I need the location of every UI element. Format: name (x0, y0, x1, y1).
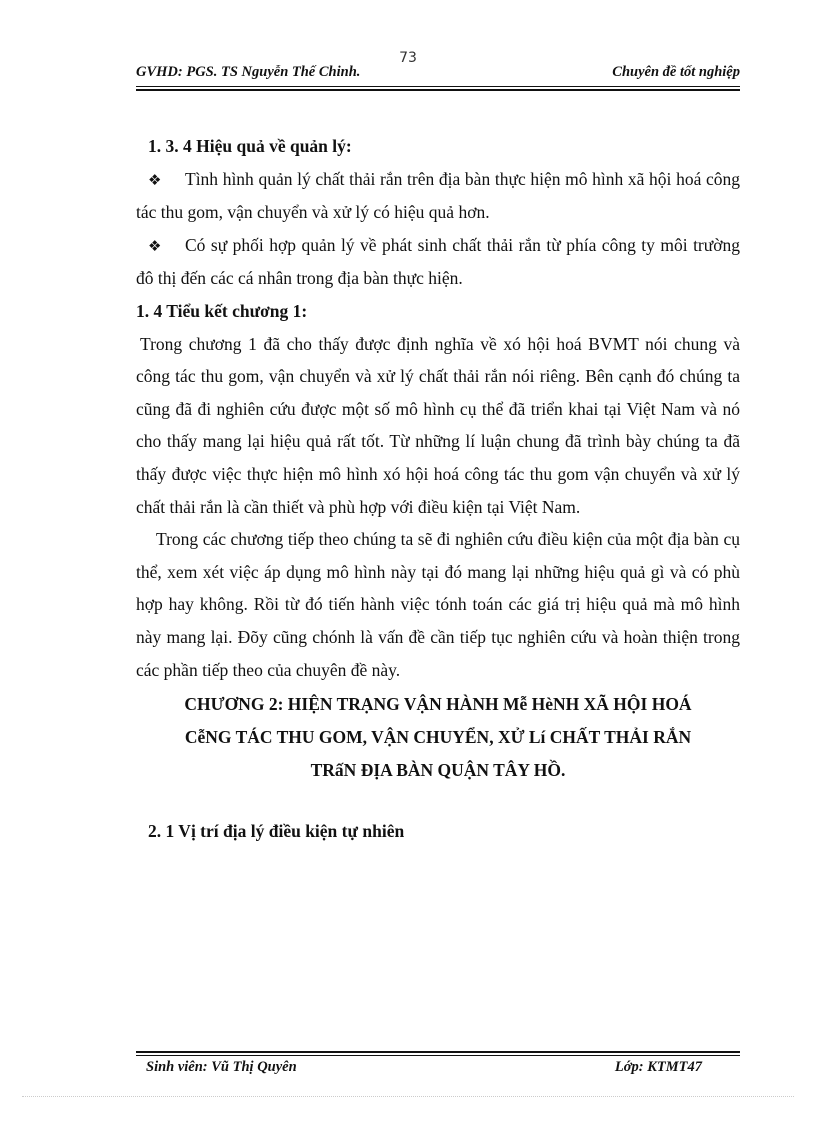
page-footer (146, 1059, 702, 1076)
bullet-text: Có sự phối hợp quản lý về phát sinh chất thải rắn từ phía công ty môi trường đô thị đến các cá nhân trong địa bàn thực hiện. (136, 234, 740, 289)
bullet-text: Tình hình quản lý chất thải rắn trên địa bàn thực hiện mô hình xã hội hoá công tác thu gom, vận chuyển và xử lý có hiệu quả hơn. (136, 168, 740, 223)
header-rule-thin (136, 86, 740, 87)
paragraph: Trong chương 1 đã cho thấy được định nghĩa về xó hội hoá BVMT nói chung và công tác thu gom, vận chuyển và xử lý chất thải rắn nói riêng. Bên cạnh đó chúng ta cũng đã đi nghiên cứu được một số mô hình cụ thể đã triển khai tại Việt Nam và nó cho thấy mang lại hiệu quả rất tốt. Từ những lí luận chung đã trình bày chúng ta đã thấy được việc thực hiện mô hình xó hội hoá công tác thu gom vận chuyển và xử lý chất thải rắn là cần thiết và phù hợp với điều kiện tại Việt Nam. (136, 333, 740, 517)
heading-1-4: 1. 4 Tiểu kết chương 1: (136, 300, 308, 321)
chapter-title (136, 688, 740, 787)
paragraph: Trong các chương tiếp theo chúng ta sẽ đi nghiên cứu điều kiện của một địa bàn cụ thể, xem xét việc áp dụng mô hình này tại đó mang lại những hiệu quả gì và có phù hợp hay không. Rồi từ đó tiến hành việc tónh toán các giá trị hiệu quả mà mô hình này mang lại. Đõy cũng chónh là vấn đề cần tiếp tục nghiên cứu và hoàn thiện trong các phần tiếp theo của chuyên đề này. (136, 529, 740, 680)
footer-class: Lớp: KTMT47 (614, 1059, 702, 1075)
page-body (136, 130, 740, 848)
chapter-title-line: CHƯƠNG 2: HIỆN TRẠNG VẬN HÀNH Mễ HèNH XÃ HỘI HOÁ (184, 694, 692, 715)
diamond-bullet-icon: ❖ (148, 236, 162, 255)
page-header (136, 64, 740, 81)
chapter-title-line: CễNG TÁC THU GOM, VẬN CHUYỂN, XỬ Lí CHẤT THẢI RẮN (184, 727, 692, 748)
bullet-item (136, 163, 740, 229)
footer-student: Sinh viên: Vũ Thị Quyên (146, 1059, 297, 1075)
heading-1-3-4: 1. 3. 4 Hiệu quả về quản lý: (148, 136, 352, 156)
footer-rule-thin (136, 1055, 740, 1056)
bullet-item (136, 229, 740, 295)
footer-rule-thick (136, 1051, 740, 1053)
diamond-bullet-icon: ❖ (148, 170, 162, 189)
heading-2-1: 2. 1 Vị trí địa lý điều kiện tự nhiên (148, 821, 405, 842)
chapter-title-line: TRấN ĐỊA BÀN QUẬN TÂY HỒ. (310, 760, 566, 781)
page-number: 73 (399, 50, 417, 66)
page-bottom-divider (22, 1096, 794, 1097)
header-rule-thick (136, 89, 740, 91)
header-advisor: GVHD: PGS. TS Nguyễn Thế Chinh. (136, 64, 361, 80)
header-doc-type: Chuyên đề tốt nghiệp (612, 64, 740, 80)
